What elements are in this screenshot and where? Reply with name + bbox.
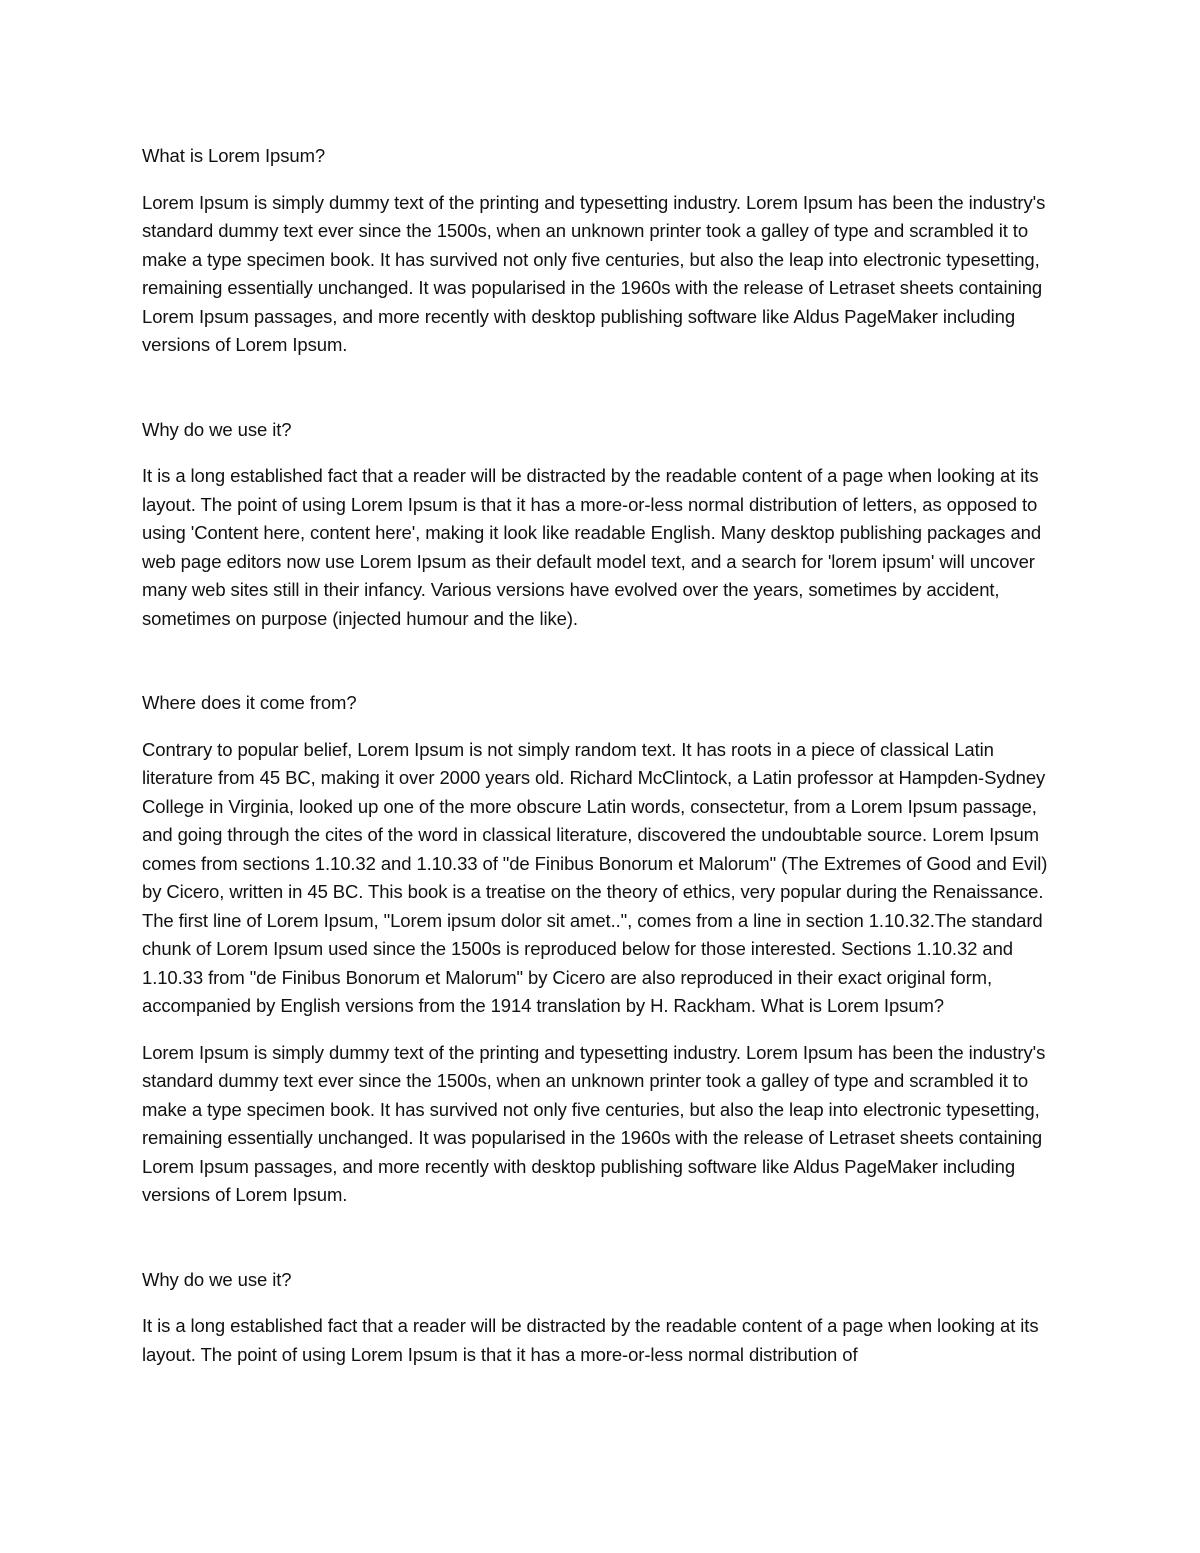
section-paragraph-lorem-ipsum-repeat: Lorem Ipsum is simply dummy text of the printing and typesetting industry. Lorem Ipsum has been the industry's standard dummy text ever since the 1500s, when an unknown printer took a galley of type and scrambled it to make a type specimen book. It has survived not only five centuries, but also the leap into electronic typesetting, remaining essentially unchanged. It was popularised in the 1960s with the release of Letraset sheets containing Lorem Ipsum passages, and more recently with desktop publishing software like Aldus PageMaker including versions of Lorem Ipsum. xyxy=(142,1041,1046,1205)
section-paragraph-where-does-it-come-from: Contrary to popular belief, Lorem Ipsum is not simply random text. It has roots in a piece of classical Latin literature from 45 BC, making it over 2000 years old. Richard McClintock, a Latin professor at Hampden-Sydney College in Virginia, looked up one of the more obscure Latin words, consectetur, from a Lorem Ipsum passage, and going through the cites of the word in classical literature, discovered the undoubtable source. Lorem Ipsum comes from sections 1.10.32 and 1.10.33 of "de Finibus Bonorum et Malorum" (The Extremes of Good and Evil) by Cicero, written in 45 BC. This book is a treatise on the theory of ethics, very popular during the Renaissance. The first line of Lorem Ipsum, "Lorem ipsum dolor sit amet..", comes from a line in section 1.10.32.The standard chunk of Lorem Ipsum used since the 1500s is reproduced below for those interested. Sections 1.10.32 and 1.10.33 from "de Finibus Bonorum et Malorum" by Cicero are also reproduced in their exact original form, accompanied by English versions from the 1914 translation by H. Rackham. What is Lorem Ipsum? xyxy=(142,738,1048,1016)
document-body xyxy=(142,142,1058,1387)
section-heading-why-do-we-use-it: Why do we use it? xyxy=(142,418,292,440)
section-paragraph-why-do-we-use-it-repeat: It is a long established fact that a reader will be distracted by the readable content of a page when looking at its layout. The point of using Lorem Ipsum is that it has a more-or-less normal distribution of xyxy=(142,1315,1039,1365)
section-heading-what-is-lorem-ipsum: What is Lorem Ipsum? xyxy=(142,145,326,166)
section-paragraph-why-do-we-use-it: It is a long established fact that a reader will be distracted by the readable content of a page when looking at its layout. The point of using Lorem Ipsum is that it has a more-or-less normal distribution of letters, as opposed to using 'Content here, content here', making it look like readable English. Many desktop publishing packages and web page editors now use Lorem Ipsum as their default model text, and a search for 'lorem ipsum' will uncover many web sites still in their infancy. Various versions have evolved over the years, sometimes by accident, sometimes on purpose (injected humour and the like). xyxy=(142,465,1042,629)
blank-line xyxy=(142,651,1058,689)
section-paragraph-what-is-lorem-ipsum: Lorem Ipsum is simply dummy text of the printing and typesetting industry. Lorem Ipsum has been the industry's standard dummy text ever since the 1500s, when an unknown printer took a galley of type and scrambled it to make a type specimen book. It has survived not only five centuries, but also the leap into electronic typesetting, remaining essentially unchanged. It was popularised in the 1960s with the release of Letraset sheets containing Lorem Ipsum passages, and more recently with desktop publishing software like Aldus PageMaker including versions of Lorem Ipsum. xyxy=(142,191,1046,355)
section-heading-where-does-it-come-from: Where does it come from? xyxy=(142,692,357,713)
blank-line xyxy=(142,1228,1058,1266)
blank-line xyxy=(142,378,1058,416)
section-heading-why-do-we-use-it-repeat: Why do we use it? xyxy=(142,1268,292,1290)
